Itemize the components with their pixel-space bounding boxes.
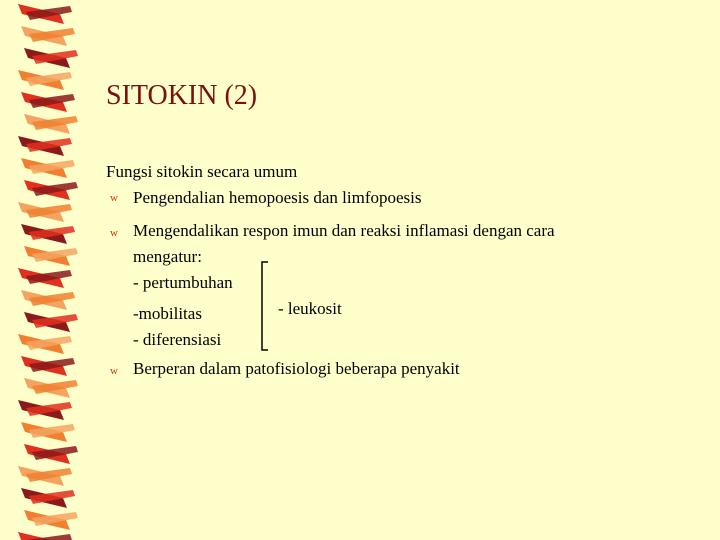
spiral-binding-decoration bbox=[0, 0, 100, 540]
bullet-icon: w bbox=[110, 192, 118, 204]
bullet-item-2: Mengendalikan respon imun dan reaksi inflamasi dengan cara bbox=[133, 221, 555, 240]
sublist-item-mobility: -mobilitas bbox=[133, 304, 202, 323]
intro-text: Fungsi sitokin secara umum bbox=[106, 162, 298, 181]
bullet-item-2-continuation: mengatur: bbox=[133, 247, 202, 266]
sublist-item-differentiation: - diferensiasi bbox=[133, 330, 222, 349]
bullet-item-1: Pengendalian hemopoesis dan limfopoesis bbox=[133, 188, 422, 207]
sublist-item-growth: - pertumbuhan bbox=[133, 273, 233, 292]
bullet-icon: w bbox=[110, 365, 118, 377]
bullet-icon: w bbox=[110, 227, 118, 239]
bullet-item-3: Berperan dalam patofisiologi beberapa penyakit bbox=[133, 359, 460, 378]
slide-title: SITOKIN (2) bbox=[106, 80, 258, 111]
bracket-label: - leukosit bbox=[278, 299, 342, 318]
